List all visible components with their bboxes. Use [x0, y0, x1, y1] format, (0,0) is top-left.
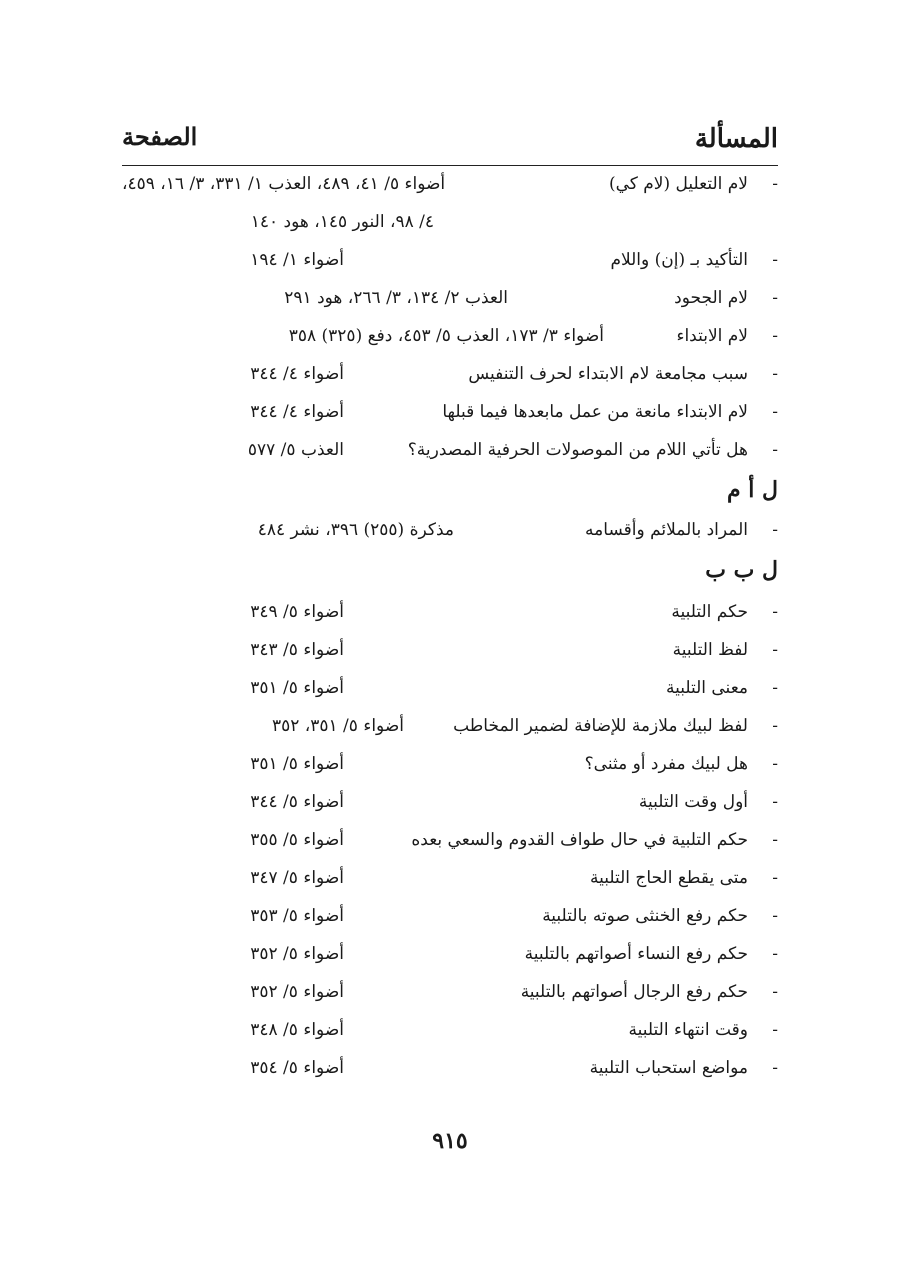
entry-reference: العذب ٥/ ٥٧٧: [247, 440, 344, 460]
index-entry: [120, 320, 780, 352]
entry-reference: أضواء ٥/ ٣٥٢: [250, 982, 344, 1002]
index-entry: [120, 358, 780, 390]
entry-topic: لام الابتداء مانعة من عمل مابعدها فيما قبلها: [442, 402, 748, 422]
index-entry: [120, 786, 780, 818]
entry-dash: -: [772, 440, 778, 460]
index-entry: [120, 168, 780, 200]
entry-topic: متى يقطع الحاج التلبية: [589, 868, 748, 888]
entry-topic: التأكيد بـ (إن) واللام: [610, 250, 748, 270]
index-entry: [120, 976, 780, 1008]
entry-topic: حكم التلبية: [671, 602, 748, 622]
entry-dash: -: [772, 402, 778, 422]
index-entry: [120, 710, 780, 742]
entry-reference: أضواء ٥/ ٣٥٤: [250, 1058, 344, 1078]
entry-reference-continuation: ٤/ ٩٨، النور ١٤٥، هود ١٤٠: [250, 212, 434, 232]
entry-topic: لفظ لبيك ملازمة للإضافة لضمير المخاطب: [453, 716, 748, 736]
entry-dash: -: [772, 830, 778, 850]
entry-reference: مذكرة (٢٥٥) ٣٩٦، نشر ٤٨٤: [257, 520, 454, 540]
entry-topic: حكم التلبية في حال طواف القدوم والسعي بعده: [411, 830, 748, 850]
index-entry: [120, 672, 780, 704]
section-heading-lam: ل أ م: [726, 477, 778, 503]
entry-dash: -: [772, 944, 778, 964]
entry-dash: -: [772, 982, 778, 1002]
index-entry: [120, 244, 780, 276]
entry-topic: المراد بالملائم وأقسامه: [585, 520, 748, 540]
entry-dash: -: [772, 640, 778, 660]
entry-topic: سبب مجامعة لام الابتداء لحرف التنفيس: [468, 364, 748, 384]
entry-topic: حكم رفع النساء أصواتهم بالتلبية: [524, 944, 748, 964]
entry-dash: -: [772, 754, 778, 774]
entry-reference: أضواء ٥/ ٣٤٣: [250, 640, 344, 660]
entry-topic: لام الابتداء: [676, 326, 748, 346]
index-entry: [120, 396, 780, 428]
entry-dash: -: [772, 716, 778, 736]
entry-dash: -: [772, 1020, 778, 1040]
index-entry: [120, 514, 780, 546]
index-entry: [120, 900, 780, 932]
entry-dash: -: [772, 288, 778, 308]
entry-topic: حكم رفع الخنثى صوته بالتلبية: [542, 906, 748, 926]
entry-topic: هل لبيك مفرد أو مثنى؟: [584, 754, 748, 774]
entry-reference: أضواء ١/ ١٩٤: [250, 250, 344, 270]
entry-dash: -: [772, 906, 778, 926]
entry-topic: لام التعليل (لام كي): [608, 174, 748, 194]
index-entry: [120, 1014, 780, 1046]
index-entry: [120, 862, 780, 894]
index-entry: [120, 824, 780, 856]
entry-reference: أضواء ٥/ ٣٥٢: [250, 944, 344, 964]
entry-reference: أضواء ٥/ ٣٥٣: [250, 906, 344, 926]
page-number: ٩١٥: [432, 1128, 468, 1154]
entry-reference: أضواء ٥/ ٣٤٨: [250, 1020, 344, 1040]
entry-dash: -: [772, 520, 778, 540]
entry-dash: -: [772, 174, 778, 194]
entry-dash: -: [772, 868, 778, 888]
header-rule: [122, 165, 778, 166]
entry-dash: -: [772, 678, 778, 698]
entry-reference: أضواء ٥/ ٣٤٤: [250, 792, 344, 812]
entry-topic: أول وقت التلبية: [638, 792, 748, 812]
index-entry: [120, 434, 780, 466]
index-entry: [120, 938, 780, 970]
section-heading-lbb: ل ب ب: [705, 557, 778, 583]
entry-reference: أضواء ٥/ ٣٥١، ٣٥٢: [271, 716, 404, 736]
column-header-page: الصفحة: [122, 122, 198, 151]
entry-topic: هل تأتي اللام من الموصولات الحرفية المصدرية؟: [407, 440, 748, 460]
index-entry: [120, 748, 780, 780]
entry-dash: -: [772, 326, 778, 346]
entry-reference: أضواء ٥/ ٣٤٧: [250, 868, 344, 888]
entry-dash: -: [772, 1058, 778, 1078]
index-entry: [120, 634, 780, 666]
index-entry: [120, 1052, 780, 1084]
entry-topic: حكم رفع الرجال أصواتهم بالتلبية: [520, 982, 748, 1002]
entry-topic: لام الجحود: [674, 288, 748, 308]
index-entry: [120, 596, 780, 628]
entry-topic: معنى التلبية: [665, 678, 748, 698]
entry-topic: وقت انتهاء التلبية: [628, 1020, 748, 1040]
entry-reference: أضواء ٥/ ٣٤٩: [250, 602, 344, 622]
entry-reference: أضواء ٥/ ٣٥١: [250, 754, 344, 774]
entry-dash: -: [772, 364, 778, 384]
entry-reference: أضواء ٤/ ٣٤٤: [250, 364, 344, 384]
entry-reference: أضواء ٥/ ٤١، ٤٨٩، العذب ١/ ٣٣١، ٣/ ١٦، ٤٥٩،: [122, 174, 446, 194]
entry-reference: أضواء ٤/ ٣٤٤: [250, 402, 344, 422]
entry-reference: أضواء ٣/ ١٧٣، العذب ٥/ ٤٥٣، دفع (٣٢٥) ٣٥٨: [288, 326, 604, 346]
entry-topic: لفظ التلبية: [672, 640, 748, 660]
entry-reference: أضواء ٥/ ٣٥٥: [250, 830, 344, 850]
entry-dash: -: [772, 792, 778, 812]
entry-reference: أضواء ٥/ ٣٥١: [250, 678, 344, 698]
entry-dash: -: [772, 250, 778, 270]
column-header-topic: المسألة: [694, 124, 778, 154]
entry-reference: العذب ٢/ ١٣٤، ٣/ ٢٦٦، هود ٢٩١: [284, 288, 508, 308]
entry-topic: مواضع استحباب التلبية: [589, 1058, 748, 1078]
entry-dash: -: [772, 602, 778, 622]
index-entry: [120, 282, 780, 314]
